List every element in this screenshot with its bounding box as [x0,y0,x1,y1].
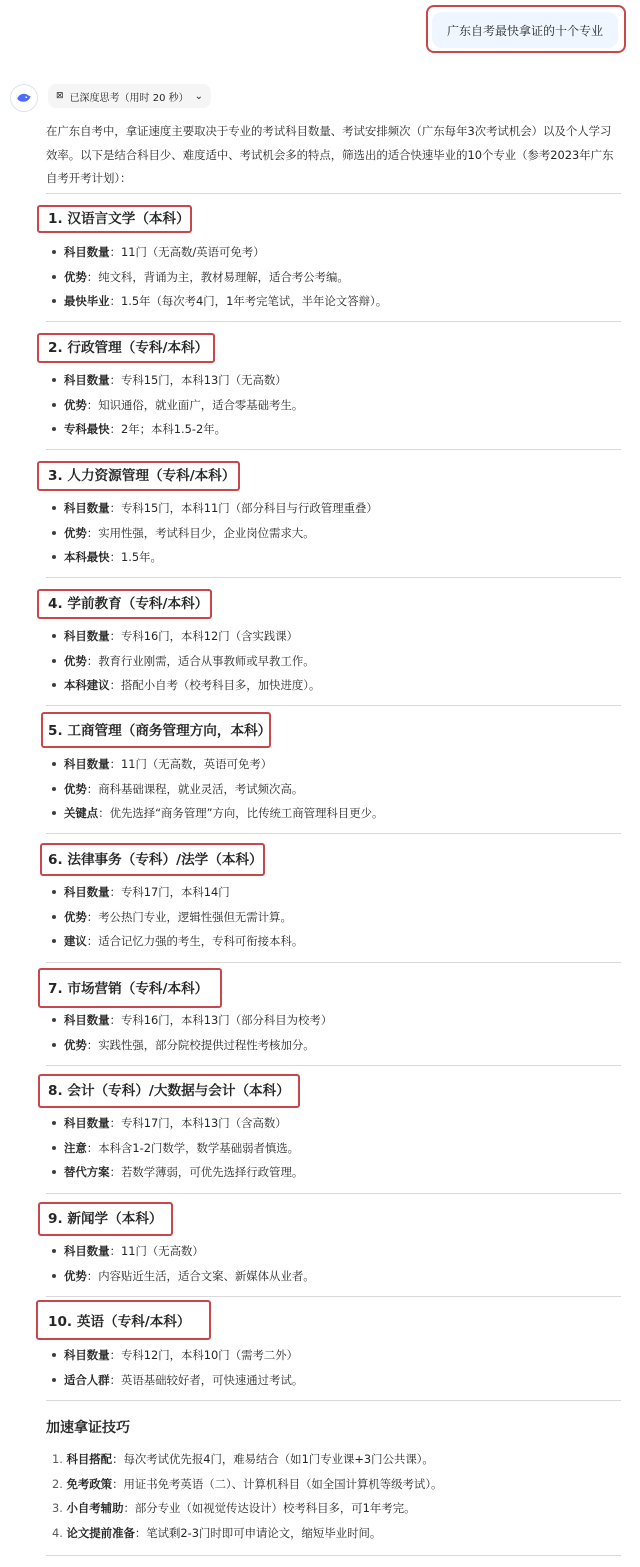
divider [46,1296,621,1297]
list-item: 科目数量：专科16门，本科13门（部分科目为校考） [64,1010,332,1030]
assistant-avatar-icon [10,84,38,112]
intro-paragraph: 在广东自考中，拿证速度主要取决于专业的考试科目数量、考试安排频次（广东每年3次考试机会）以及个人学习效率。以下是结合科目少、难度适中、考试机会多的特点，筛选出的适合快速毕业的10个专业（参考2023年广东自考开考计划）： [46,124,614,185]
list-item: 适合人群：英语基础较好者，可快速通过考试。 [64,1370,303,1390]
list-item: 科目数量：专科17门，本科13门（含高数） [64,1113,287,1133]
tips-heading: 加速拿证技巧 [46,1420,130,1436]
divider [46,1555,621,1556]
list-item: 最快毕业：1.5年（每次考4门，1年考完笔试，半年论文答辩）。 [64,291,387,311]
divider [46,577,621,578]
list-item: 优势：实践性强，部分院校提供过程性考核加分。 [64,1035,315,1055]
list-item: 替代方案：若数学薄弱，可优先选择行政管理。 [64,1162,303,1182]
divider [46,1193,621,1194]
section-title: 3. 人力资源管理（专科/本科） [48,468,236,484]
list-item: 科目数量：专科15门，本科11门（部分科目与行政管理重叠） [64,498,378,518]
list-item: 科目数量：11门（无高数） [64,1241,204,1261]
divider [46,962,621,963]
divider [46,833,621,834]
divider [46,321,621,322]
list-item: 1. 科目搭配：每次考试优先报4门，难易结合（如1门专业课+3门公共课）。 [52,1452,434,1466]
divider [46,449,621,450]
list-item: 优势：内容贴近生活，适合文案、新媒体从业者。 [64,1266,315,1286]
divider [46,1065,621,1066]
list-item: 科目数量：专科16门，本科12门（含实践课） [64,626,298,646]
list-item: 优势：商科基础课程，就业灵活，考试频次高。 [64,779,303,799]
list-item: 关键点：优先选择“商务管理”方向，比传统工商管理科目更少。 [64,803,383,823]
list-item: 4. 论文提前准备：笔试剩2-3门时即可申请论文，缩短毕业时间。 [52,1526,382,1540]
chevron-down-icon: ⌄ [194,90,204,102]
list-item: 科目数量：专科17门，本科14门 [64,882,230,902]
section-title: 6. 法律事务（专科）/法学（本科） [48,852,263,868]
divider [46,1400,621,1401]
section-title: 7. 市场营销（专科/本科） [48,981,209,997]
list-item: 科目数量：11门（无高数，英语可免考） [64,754,272,774]
section-title: 2. 行政管理（专科/本科） [48,340,209,356]
section-title: 5. 工商管理（商务管理方向，本科） [48,723,272,739]
user-message-bubble [432,12,618,48]
list-item: 科目数量：专科15门，本科13门（无高数） [64,370,287,390]
list-item: 科目数量：11门（无高数/英语可免考） [64,242,265,262]
list-item: 优势：知识通俗，就业面广，适合零基础考生。 [64,395,303,415]
thinking-badge-label: 已深度思考（用时 20 秒） [69,92,189,104]
list-item: 3. 小自考辅助：部分专业（如视觉传达设计）校考科目多，可1年考完。 [52,1501,416,1515]
section-title: 4. 学前教育（专科/本科） [48,596,209,612]
divider [46,193,621,194]
list-item: 优势：考公热门专业，逻辑性强但无需计算。 [64,907,292,927]
section-title: 8. 会计（专科）/大数据与会计（本科） [48,1083,290,1099]
list-item: 优势：纯文科，背诵为主，教材易理解，适合考公考编。 [64,267,349,287]
list-item: 建议：适合记忆力强的考生，专科可衔接本科。 [64,931,303,951]
section-title: 9. 新闻学（本科） [48,1211,163,1227]
user-message-text: 广东自考最快拿证的十个专业 [446,23,603,38]
list-item: 优势：实用性强，考试科目少，企业岗位需求大。 [64,523,315,543]
list-item: 本科最快：1.5年。 [64,547,162,567]
divider [46,705,621,706]
list-item: 注意：本科含1-2门数学，数学基础弱者慎选。 [64,1138,299,1158]
thinking-icon: ⊠ [56,91,64,101]
list-item: 专科最快：2年；本科1.5-2年。 [64,419,226,439]
list-item: 科目数量：专科12门，本科10门（需考二外） [64,1345,298,1365]
deep-thinking-toggle[interactable] [48,84,211,108]
list-item: 2. 免考政策：用证书免考英语（二）、计算机科目（如全国计算机等级考试）。 [52,1477,443,1491]
list-item: 本科建议：搭配小自考（校考科目多，加快进度）。 [64,675,320,695]
section-title: 10. 英语（专科/本科） [48,1314,191,1330]
section-title: 1. 汉语言文学（本科） [48,211,190,227]
list-item: 优势：教育行业刚需，适合从事教师或早教工作。 [64,651,315,671]
